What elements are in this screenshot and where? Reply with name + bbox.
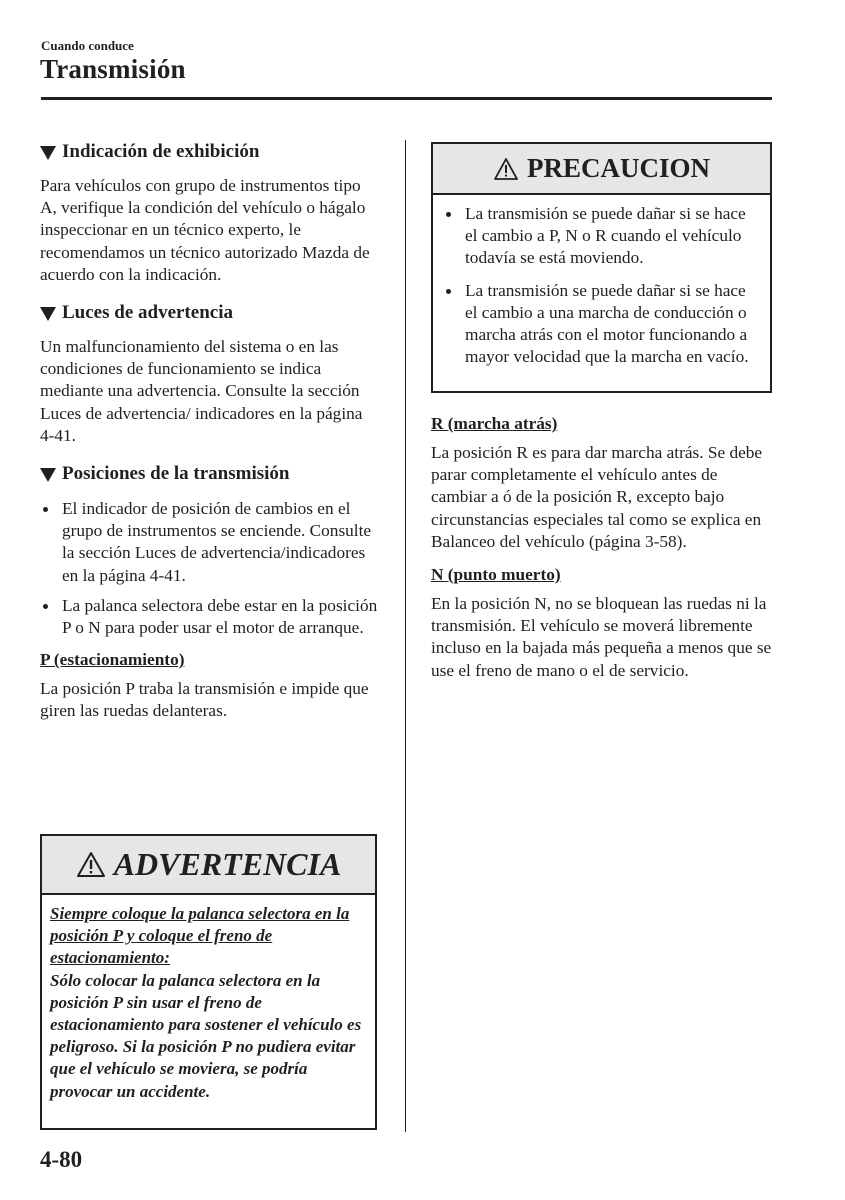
bullet-icon — [43, 507, 48, 512]
warning-underlined: Siempre coloque la palanca selectora en la posición P y coloque el freno de estacionamiento: — [50, 904, 350, 968]
heading-label: Luces de advertencia — [62, 302, 233, 324]
page-number: 4-80 — [40, 1147, 83, 1172]
triangle-down-icon — [40, 468, 56, 482]
column-divider — [405, 140, 406, 1132]
bullet-icon — [446, 289, 451, 294]
warning-header — [42, 836, 375, 895]
caution-header — [433, 144, 770, 195]
heading-posiciones — [40, 462, 380, 486]
caution-body — [433, 195, 770, 368]
warning-triangle-icon — [76, 851, 106, 878]
left-column — [40, 140, 380, 723]
bullet-icon — [43, 604, 48, 609]
heading-luces — [40, 301, 380, 325]
bullet-list — [40, 498, 380, 639]
paragraph-luces: Un malfuncionamiento del sistema o en las condiciones de funcionamiento se indica mediante una advertencia. Consulte la sección Luces de advertencia/ indicadores en la página 4-41. — [40, 337, 363, 445]
warning-text: Sólo colocar la palanca selectora en la posición P sin usar el freno de estacionamiento para sostener el vehículo es peligroso. Si la posición P no pudiera evitar que el vehículo se moviera, se podría provocar un accidente. — [50, 970, 362, 1101]
list-item: La palanca selectora debe estar en la posición P o N para poder usar el motor de arranque. — [40, 595, 380, 639]
heading-label: Indicación de exhibición — [62, 141, 260, 162]
paragraph-r: La posición R es para dar marcha atrás. Se debe parar completamente el vehículo antes de cambiar a ó de la posición R, excepto bajo circunstancias especiales tal como se explica en Balanceo del vehículo (página 3-58). — [431, 443, 763, 551]
heading-indicacion — [40, 140, 380, 164]
bullet-icon — [446, 212, 451, 217]
right-column — [431, 413, 773, 682]
page-title: Transmisión — [40, 54, 186, 84]
caution-title: PRECAUCION — [526, 153, 710, 183]
triangle-down-icon — [40, 146, 56, 160]
warning-body — [42, 895, 375, 1103]
warning-box — [40, 834, 377, 1130]
title-rule — [41, 97, 772, 100]
paragraph-indicacion: Para vehículos con grupo de instrumentos tipo A, verifique la condición del vehículo o hágalo inspeccionar en un técnico experto, le recomendamos un técnico autorizado Mazda de acuerdo con la indicación. — [40, 176, 370, 284]
section-label: Cuando conduce — [41, 38, 134, 53]
caution-list — [443, 203, 760, 368]
list-item: El indicador de posición de cambios en el grupo de instrumentos se enciende. Consulte la sección Luces de advertencia/indicadores en la página 4-41. — [40, 498, 380, 587]
subheading-n: N (punto muerto) — [431, 565, 561, 585]
warning-triangle-icon — [493, 157, 519, 181]
list-item: La transmisión se puede dañar si se hace el cambio a una marcha de conducción o marcha atrás con el motor funcionando a mayor velocidad que la marcha en vacío. — [443, 280, 760, 369]
triangle-down-icon — [40, 307, 56, 321]
list-item: La transmisión se puede dañar si se hace el cambio a P, N o R cuando el vehículo todavía se está moviendo. — [443, 203, 760, 270]
paragraph-n: En la posición N, no se bloquean las ruedas ni la transmisión. El vehículo se moverá libremente incluso en la bajada más pequeña a menos que se use el freno de mano o el de servicio. — [431, 594, 772, 680]
warning-title: ADVERTENCIA — [113, 846, 342, 882]
subheading-r: R (marcha atrás) — [431, 414, 558, 433]
paragraph-p: La posición P traba la transmisión e impide que giren las ruedas delanteras. — [40, 679, 369, 721]
subheading-p: P (estacionamiento) — [40, 650, 185, 670]
heading-label: Posiciones de la transmisión — [62, 463, 290, 485]
caution-box — [431, 142, 772, 393]
